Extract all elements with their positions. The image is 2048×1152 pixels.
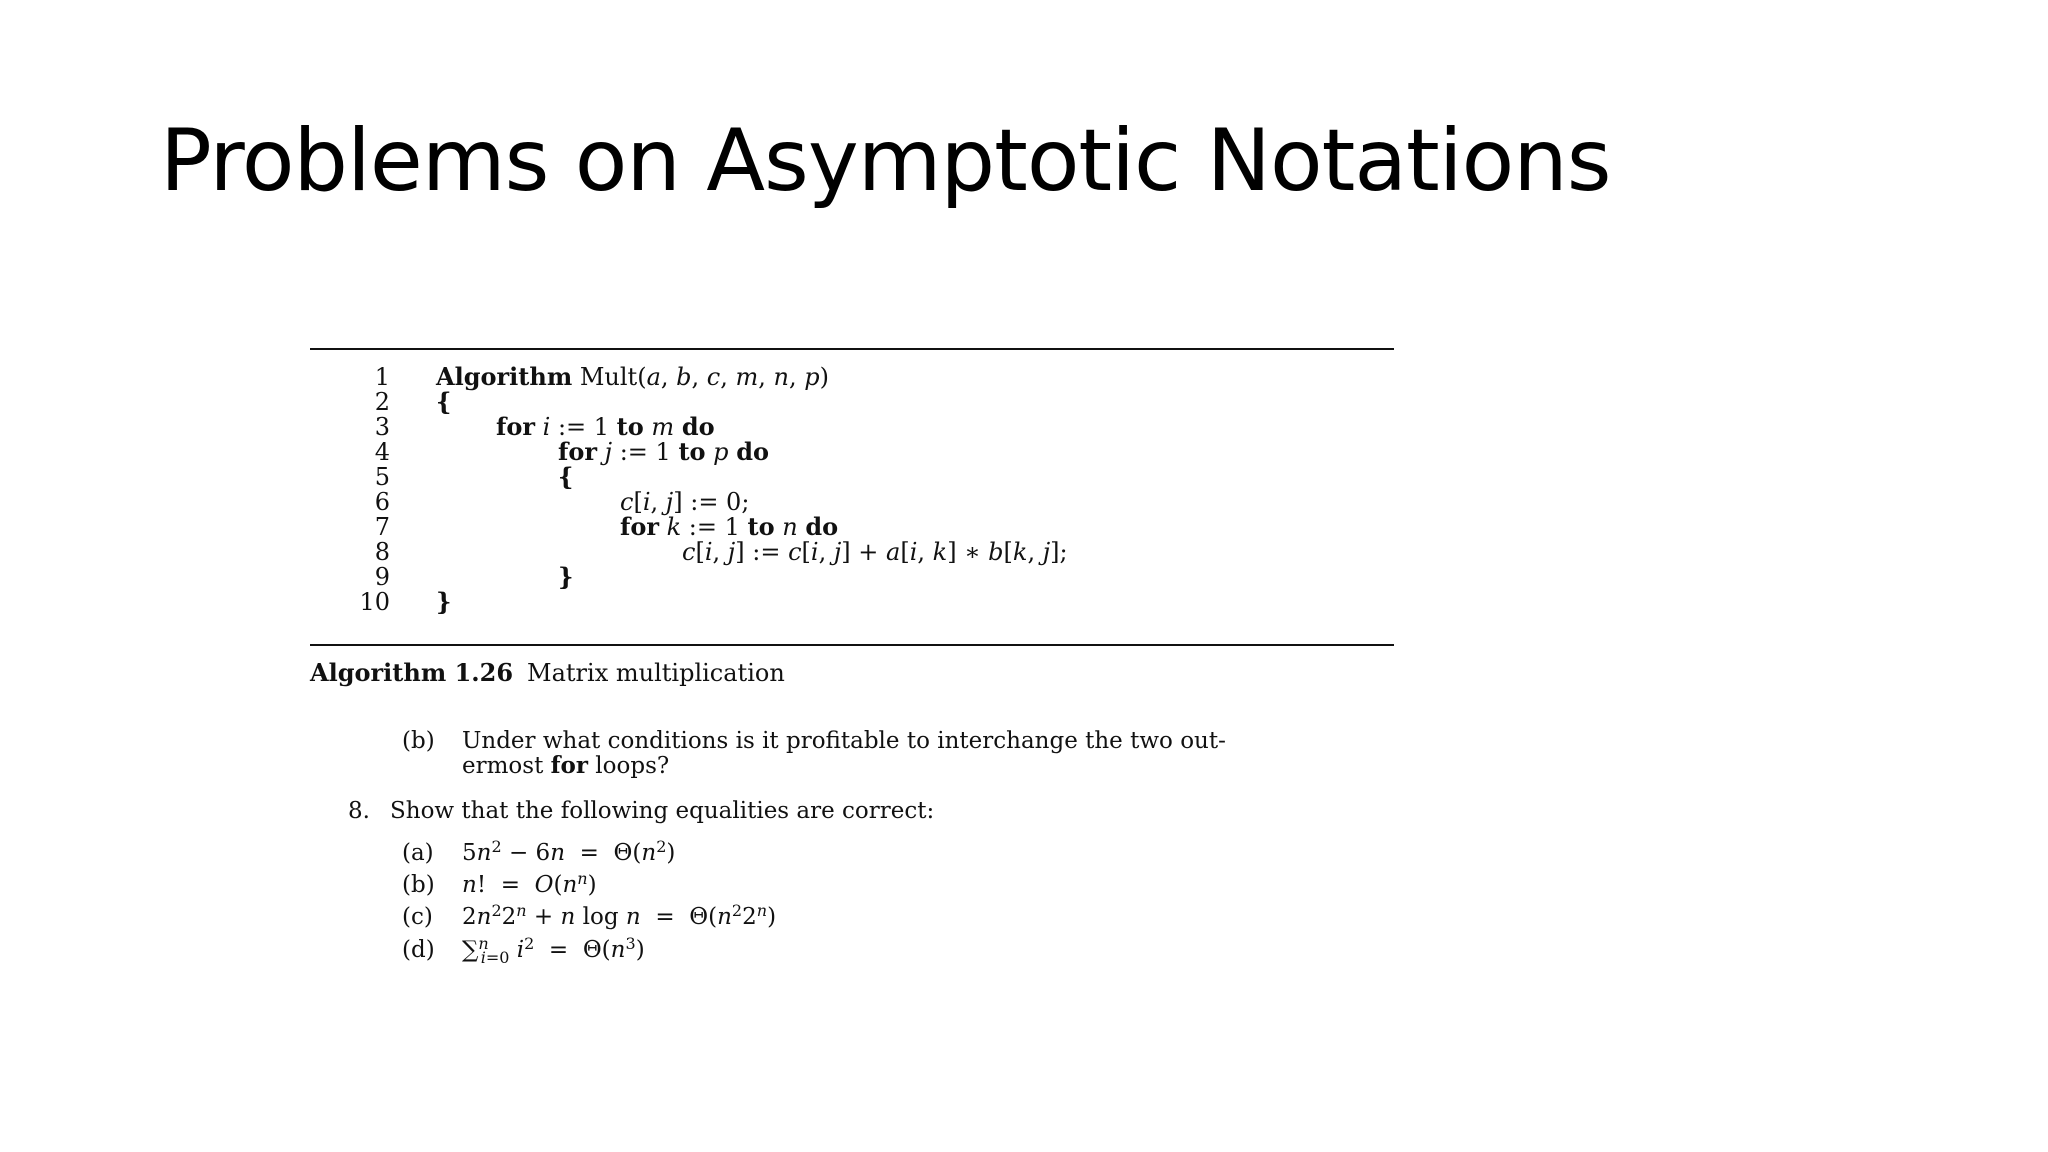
item-label: (a): [402, 840, 434, 866]
top-rule: [310, 348, 1394, 350]
text-segment: loops?: [587, 753, 670, 779]
line-number: 4: [374, 438, 390, 466]
keyword: Algorithm: [436, 362, 573, 391]
algorithm-caption: [310, 658, 785, 687]
code-text: for i := 1 to m do: [496, 412, 715, 441]
equality-item: [402, 934, 1202, 967]
line-number: 7: [374, 513, 390, 541]
item-expression: n! = $O(n^n)$: [462, 869, 597, 898]
caption-text: Matrix multiplication: [527, 659, 785, 687]
item-label: (b): [402, 872, 435, 898]
code-text: }: [558, 562, 574, 591]
code-text: for j := 1 to p do: [558, 437, 769, 466]
code-body: Mult(a, b, c, m, n, p): [572, 363, 830, 391]
line-number: 5: [374, 463, 390, 491]
problem-number: 8.: [348, 798, 370, 824]
keyword: for: [620, 512, 659, 541]
keyword: for: [496, 412, 535, 441]
line-number: 2: [374, 388, 390, 416]
line-number: 10: [359, 588, 390, 616]
question-label: (b): [402, 728, 435, 754]
item-label: (c): [402, 904, 433, 930]
code-text: for k := 1 to n do: [620, 512, 839, 541]
bottom-rule: [310, 644, 1394, 646]
slide-title: Problems on Asymptotic Notations: [160, 111, 1611, 211]
item-expression: ∑$^n_{i=0}$ $i^2 = \Theta(n^3)$: [462, 934, 645, 967]
code-text: c[i, j] := 0;: [620, 488, 750, 516]
item-label: (d): [402, 937, 435, 963]
code-text: }: [436, 587, 452, 616]
keyword: for: [550, 752, 588, 779]
keyword: for: [558, 437, 597, 466]
line-number: 8: [374, 538, 390, 566]
code-text: {: [436, 387, 452, 416]
problem-text: Show that the following equalities are correct:: [390, 798, 935, 824]
line-number: 3: [374, 413, 390, 441]
code-text: {: [558, 462, 574, 491]
line-number: 6: [374, 488, 390, 516]
item-expression: $2n^22^n + n$ $\log n = \Theta(n^22^n)$: [462, 901, 777, 930]
question-line-1: Under what conditions is it profitable to interchange the two out-: [462, 728, 1226, 754]
question-b: [402, 728, 1402, 784]
caption-label: Algorithm 1.26: [310, 658, 514, 687]
equality-item: [402, 837, 1202, 868]
line-number: 9: [374, 563, 390, 591]
equality-item: [402, 901, 1202, 932]
code-text: [436, 364, 829, 390]
text-segment: ermost: [462, 753, 551, 779]
problem-8-heading: [348, 798, 1348, 826]
code-text: c[i, j] := c[i, j] + a[i, k] ∗ b[k, j];: [682, 538, 1068, 566]
item-expression: $5n^2 - 6n = \Theta(n^2)$: [462, 837, 676, 866]
question-line-2: [462, 753, 669, 779]
line-number: 1: [374, 363, 390, 391]
equality-item: [402, 869, 1202, 900]
